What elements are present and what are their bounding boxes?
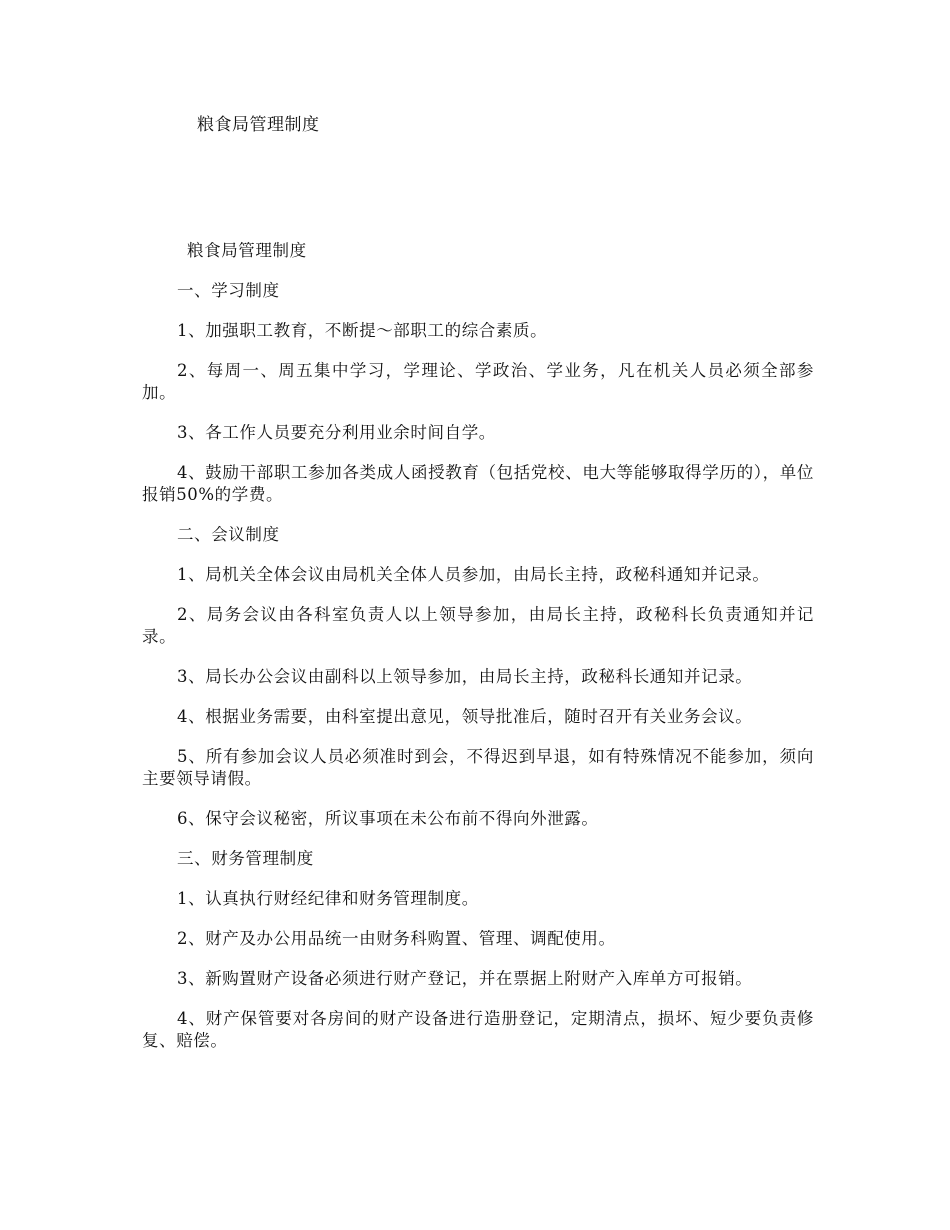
paragraph: 3、新购置财产设备必须进行财产登记，并在票据上附财产入库单方可报销。: [177, 969, 753, 988]
paragraph: 4、财产保管要对各房间的财产设备进行造册登记，定期清点，损坏、短少要负责修复、赔偿。: [142, 1009, 814, 1050]
paragraph: 2、每周一、周五集中学习，学理论、学政治、学业务，凡在机关人员必须全部参加。: [142, 361, 814, 402]
paragraph: 1、局机关全体会议由局机关全体人员参加，由局长主持，政秘科通知并记录。: [177, 565, 770, 584]
paragraph: 2、财产及办公用品统一由财务科购置、管理、调配使用。: [177, 929, 616, 948]
paragraph: 2、局务会议由各科室负责人以上领导参加，由局长主持，政秘科长负责通知并记录。: [142, 605, 814, 646]
paragraph: 3、各工作人员要充分利用业余时间自学。: [177, 423, 496, 442]
paragraph: 5、所有参加会议人员必须准时到会，不得迟到早退，如有特殊情况不能参加，须向主要领导请假。: [142, 747, 814, 788]
section-heading-finance: 三、财务管理制度: [177, 849, 314, 868]
section-heading-study: 一、学习制度: [177, 281, 280, 300]
document-subtitle: 粮食局管理制度: [187, 241, 307, 260]
paragraph: 1、加强职工教育，不断提～部职工的综合素质。: [177, 321, 548, 340]
paragraph: 6、保守会议秘密，所议事项在未公布前不得向外泄露。: [177, 809, 599, 828]
paragraph: 3、局长办公会议由副科以上领导参加，由局长主持，政秘科长通知并记录。: [177, 667, 753, 686]
paragraph: 1、认真执行财经纪律和财务管理制度。: [177, 889, 479, 908]
paragraph: 4、鼓励干部职工参加各类成人函授教育（包括党校、电大等能够取得学历的），单位报销50%的学费。: [142, 463, 814, 504]
document-body: [142, 240, 814, 1070]
section-heading-meeting: 二、会议制度: [177, 525, 280, 544]
document-title: 粮食局管理制度: [197, 115, 320, 135]
paragraph: 4、根据业务需要，由科室提出意见，领导批准后，随时召开有关业务会议。: [177, 707, 753, 726]
